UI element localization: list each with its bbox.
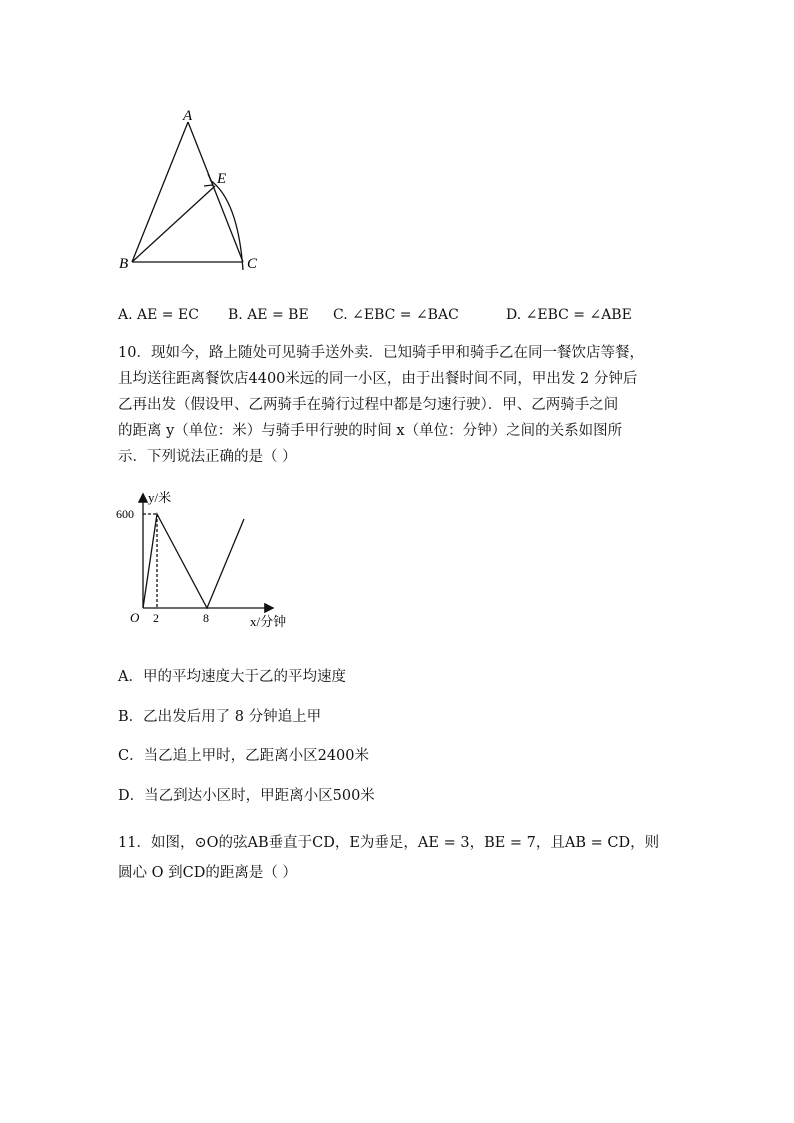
y-tick-600: 600 [116, 507, 134, 521]
q9-option-d: D. ∠EBC = ∠ABE [506, 307, 632, 323]
x-tick-8: 8 [203, 611, 209, 625]
x-axis-label: x/分钟 [250, 614, 287, 629]
segment-ab [132, 122, 188, 262]
segment-ac [188, 122, 243, 262]
q10-option-c: C．当乙追上甲时，乙距离小区2400米 [118, 748, 369, 764]
q11-line2: 圆心 O 到CD的距离是（ ） [118, 865, 297, 881]
q10-option-b: B．乙出发后用了 8 分钟追上甲 [118, 709, 322, 725]
distance-time-graph [110, 485, 310, 635]
q9-option-c: C. ∠EBC = ∠BAC [333, 307, 459, 323]
question-11 [118, 830, 659, 886]
segment-be [132, 186, 215, 262]
q10-line5: 示．下列说法正确的是（ ） [118, 449, 297, 465]
arc-ec [210, 180, 243, 270]
graph-line [143, 514, 244, 608]
y-axis-label: y/米 [148, 490, 172, 505]
label-e: E [217, 171, 227, 187]
label-b: B [119, 256, 129, 272]
q10-line1: 10．现如今，路上随处可见骑手送外卖．已知骑手甲和骑手乙在同一餐饮店等餐， [118, 345, 644, 361]
label-a: A [183, 108, 193, 124]
origin-label: O [130, 610, 140, 625]
q9-option-b: B. AE = BE [228, 307, 309, 323]
triangle-figure [110, 100, 280, 280]
q9-option-a: A. AE = EC [118, 307, 199, 323]
q11-line1: 11．如图，⊙O的弦AB垂直于CD，E为垂足，AE = 3，BE = 7，且AB = CD，则 [118, 835, 660, 851]
label-c: C [247, 256, 258, 272]
x-tick-2: 2 [153, 611, 159, 625]
question-10 [118, 340, 644, 470]
q10-line4: 的距离 y（单位：米）与骑手甲行驶的时间 x（单位：分钟）之间的关系如图所 [118, 423, 623, 439]
q10-option-d: D．当乙到达小区时，甲距离小区500米 [118, 788, 375, 804]
q10-line2: 且均送往距离餐饮店4400米远的同一小区，由于出餐时间不同，甲出发 2 分钟后 [118, 371, 638, 387]
arc-tick [204, 174, 213, 186]
q10-option-a: A．甲的平均速度大于乙的平均速度 [118, 669, 346, 685]
q10-line3: 乙再出发（假设甲、乙两骑手在骑行过程中都是匀速行驶）．甲、乙两骑手之间 [118, 397, 619, 413]
